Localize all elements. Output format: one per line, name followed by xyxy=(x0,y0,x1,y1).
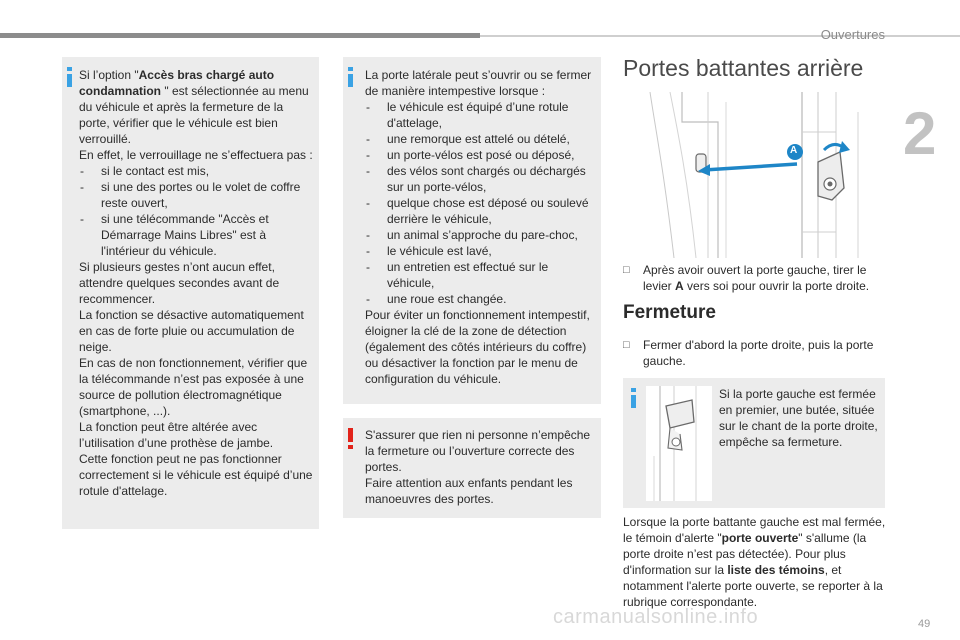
list-item: - un animal s’approche du pare-choc, xyxy=(365,227,597,243)
step-close xyxy=(623,337,888,369)
list-item: - quelque chose est déposé ou soulevé derrière le véhicule, xyxy=(365,195,597,227)
info-panel-hands-free-text xyxy=(79,67,315,499)
list-item: - le véhicule est lavé, xyxy=(365,243,597,259)
warning-text xyxy=(365,427,597,507)
list-item: - une roue est changée. xyxy=(365,291,597,307)
open-door-warning-paragraph: Lorsque la porte battante gauche est mal fermée, le témoin d'alerte "porte ouverte" s'allume (la porte droite n’est pas détectée). Pour plus d'information sur la liste des témoins, et notamment l'alerte porte ouverte, se reporter à la rubrique correspondante. xyxy=(623,515,886,609)
header-rule-light xyxy=(480,35,960,37)
info-icon xyxy=(348,74,353,87)
info-icon xyxy=(67,74,72,87)
rear-door-lever-illustration xyxy=(622,92,882,258)
section-title: Ouvertures xyxy=(820,27,885,42)
list-item: - un porte-vélos est posé ou déposé, xyxy=(365,147,597,163)
chapter-number: 2 xyxy=(903,100,937,167)
info-panel-hands-free xyxy=(62,57,319,529)
header-rule-dark xyxy=(0,33,480,38)
page-number: 49 xyxy=(918,618,931,630)
info-panel-side-door xyxy=(343,57,601,404)
info-panel-closing xyxy=(623,378,885,508)
door-stop-drawing xyxy=(646,386,712,501)
intro-paragraph: Si l’option "Accès bras chargé auto condamnation " est sélectionnée au menu du véhicule et après la fermeture de la porte, vérifier que le véhicule est bien verrouillé. xyxy=(79,68,309,146)
info-icon xyxy=(631,395,636,408)
paragraph: La fonction peut être altérée avec l’utilisation d’une prothèse de jambe. xyxy=(79,420,274,450)
paragraph: La porte latérale peut s’ouvrir ou se fermer de manière intempestive lorsque : xyxy=(365,68,592,98)
warning-panel xyxy=(343,418,601,518)
list-item: - le véhicule est équipé d’une rotule d'attelage, xyxy=(365,99,597,131)
paragraph: S'assurer que rien ni personne n’empêche la fermeture ou l’ouverture correcte des portes. xyxy=(365,428,591,474)
list-item: - si le contact est mis, xyxy=(79,163,315,179)
lever-drawing xyxy=(622,92,882,258)
paragraph: Si plusieurs gestes n’ont aucun effet, attendre quelques secondes avant de recommencer. xyxy=(79,260,280,306)
paragraph: Faire attention aux enfants pendant les manoeuvres des portes. xyxy=(365,476,573,506)
page-title: Portes battantes arrière xyxy=(623,55,864,81)
lever-label-a: A xyxy=(790,145,798,156)
list-item: - un entretien est effectué sur le véhicule, xyxy=(365,259,597,291)
conditions-list xyxy=(79,163,315,259)
watermark: carmanualsonline.info xyxy=(553,606,759,628)
info-panel-closing-text: Si la porte gauche est fermée en premier, une butée, située sur le chant de la porte droite, empêche sa fermeture. xyxy=(719,387,878,449)
causes-list xyxy=(365,99,597,307)
checkbox-icon: □ xyxy=(623,339,630,351)
door-stop-illustration xyxy=(646,386,712,501)
list-item: - des vélos sont chargés ou déchargés sur un porte-vélos, xyxy=(365,163,597,195)
step-close-text: Fermer d'abord la porte droite, puis la porte gauche. xyxy=(643,338,874,368)
checkbox-icon: □ xyxy=(623,264,630,276)
warning-icon xyxy=(348,428,353,442)
paragraph: En effet, le verrouillage ne s’effectuera pas : xyxy=(79,148,313,162)
info-panel-side-door-text xyxy=(365,67,597,387)
step-open-text: Après avoir ouvert la porte gauche, tirer le levier A vers soi pour ouvrir la porte droite. xyxy=(643,263,870,293)
paragraph: La fonction se désactive automatiquement en cas de forte pluie ou accumulation de neige. xyxy=(79,308,304,354)
paragraph: Cette fonction peut ne pas fonctionner correctement si le véhicule est équipé d’une rotule d'attelage. xyxy=(79,452,313,498)
paragraph: Pour éviter un fonctionnement intempestif, éloigner la clé de la zone de détection (également des côtés intérieurs du coffre) ou désactiver la fonction par le menu de configuration du véhicule. xyxy=(365,308,590,386)
list-item: - si une des portes ou le volet de coffre reste ouvert, xyxy=(79,179,315,211)
section-subtitle: Fermeture xyxy=(623,302,716,323)
option-name: Accès bras chargé auto condamnation xyxy=(79,68,275,98)
paragraph: En cas de non fonctionnement, vérifier que la télécommande n’est pas exposée à une source de pollution électromagnétique (smartphone, ...). xyxy=(79,356,308,418)
list-item: - une remorque est attelé ou dételé, xyxy=(365,131,597,147)
list-item: - si une télécommande "Accès et Démarrage Mains Libres" est à l'intérieur du véhicule. xyxy=(79,211,315,259)
step-open xyxy=(623,262,888,294)
